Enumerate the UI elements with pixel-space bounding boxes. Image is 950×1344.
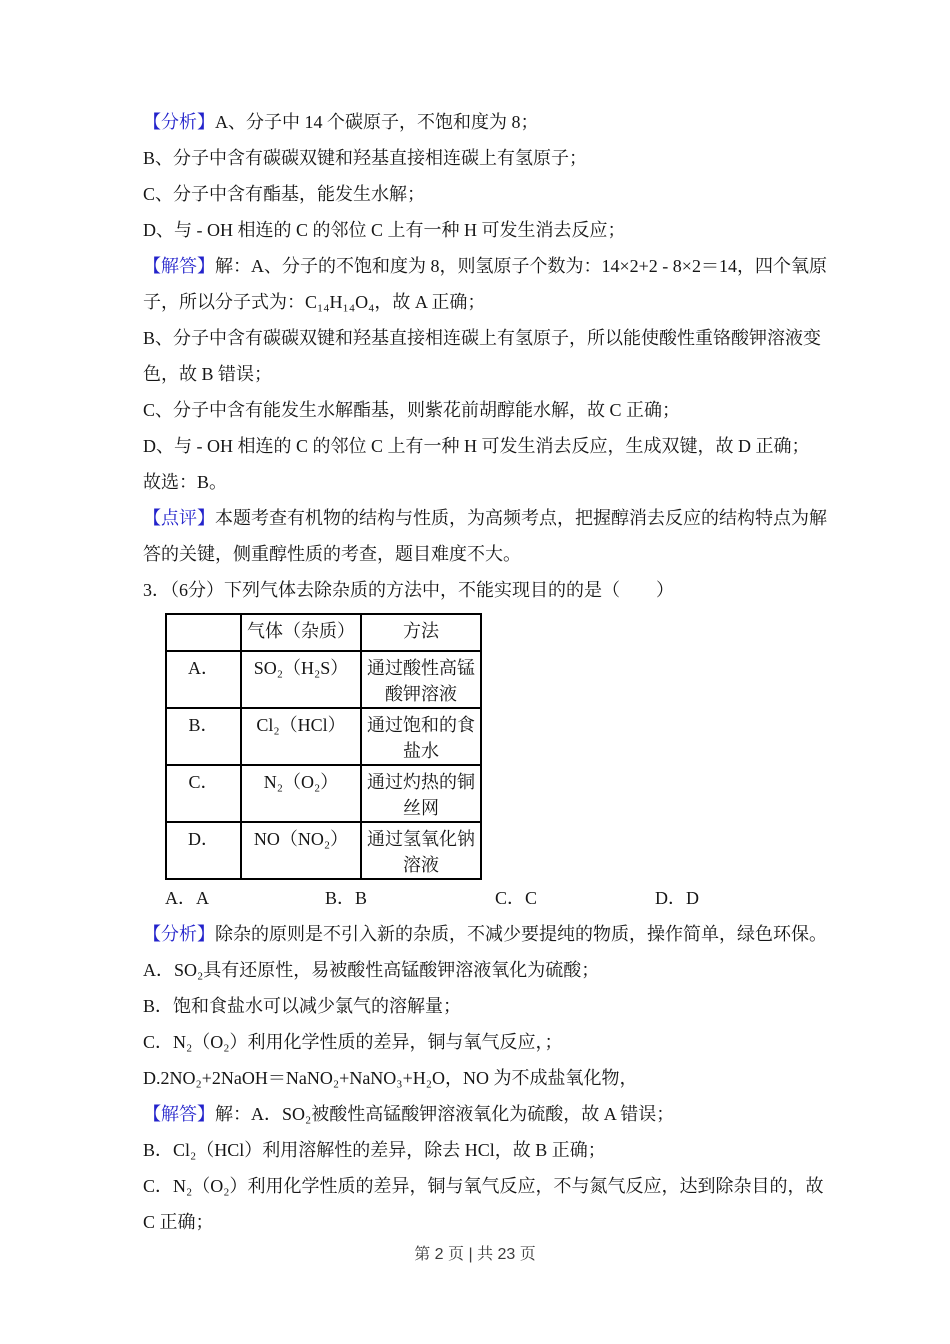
q2-comment-line: [143, 500, 843, 536]
q3-analysis-line: [143, 916, 843, 952]
gas-cell: NO（NO₂）: [241, 822, 361, 879]
q3-analysis-text: A．SO₂具有还原性，易被酸性高锰酸钾溶液氧化为硫酸；: [143, 960, 600, 980]
q3-answer-text: 解：A．SO₂被酸性高锰酸钾溶液氧化为硫酸，故 A 错误；: [215, 1104, 675, 1124]
q3-analysis-text: 除杂的原则是不引入新的杂质，不减少要提纯的物质，操作简单，绿色环保。: [215, 924, 827, 944]
q3-analysis-text: B．饱和食盐水可以减少氯气的溶解量；: [143, 996, 462, 1016]
method-cell: 通过氢氧化钠溶液: [361, 822, 481, 879]
q2-answer-line: [143, 248, 843, 284]
table-row: [166, 651, 481, 708]
q2-answer-text: B、分子中含有碳碳双键和羟基直接相连碳上有氢原子，所以能使酸性重铬酸钾溶液变: [143, 328, 822, 348]
q2-analysis-line: [143, 140, 843, 176]
q2-answer-line: [143, 464, 843, 500]
q3-answer-line: [143, 1204, 843, 1240]
method-cell: 通过饱和的食盐水: [361, 708, 481, 765]
q3-answer-text: B．Cl₂（HCl）利用溶解性的差异，除去 HCl，故 B 正确；: [143, 1140, 606, 1160]
table-row: [166, 822, 481, 879]
choice-a: A．A: [165, 888, 209, 908]
q2-answer-text: D、与 - OH 相连的 C 的邻位 C 上有一种 H 可发生消去反应，生成双键，故 D 正确；: [143, 436, 810, 456]
answer-label: 【解答】: [143, 1104, 215, 1124]
gas-cell: SO₂（H₂S）: [241, 651, 361, 708]
q3-analysis-line: [143, 988, 843, 1024]
gas-cell: N₂（O₂）: [241, 765, 361, 822]
q2-answer-text: 故选：B。: [143, 472, 228, 492]
q2-comment-text: 本题考查有机物的结构与性质，为高频考点，把握醇消去反应的结构特点为解: [215, 508, 827, 528]
choice-c: C．C: [495, 888, 538, 908]
q3-answer-line: [143, 1132, 843, 1168]
q2-answer-line: [143, 392, 843, 428]
header-method-cell: 方法: [361, 614, 481, 651]
analysis-label: 【分析】: [143, 924, 215, 944]
q3-question-number: 3．: [143, 580, 170, 600]
header-gas-cell: 气体（杂质）: [241, 614, 361, 651]
q2-answer-line: [143, 428, 843, 464]
q3-analysis-line: [143, 952, 843, 988]
q2-analysis-text: C、分子中含有酯基，能发生水解；: [143, 184, 426, 204]
option-cell: A．: [166, 651, 241, 708]
q3-purification-table: [165, 613, 482, 880]
q2-answer-line: [143, 320, 843, 356]
q2-answer-text: 色，故 B 错误；: [143, 364, 273, 384]
q2-answer-text: 解：A、分子的不饱和度为 8，则氢原子个数为：14×2+2 - 8×2＝14，四个氧原: [215, 256, 827, 276]
choice-b: B．B: [325, 888, 368, 908]
q3-analysis-text: C．N₂（O₂）利用化学性质的差异，铜与氧气反应，；: [143, 1032, 563, 1052]
page-number-indicator: 第 2 页 | 共 23 页: [414, 1246, 536, 1263]
q3-answer-text: C．N₂（O₂）利用化学性质的差异，铜与氧气反应，不与氮气反应，达到除杂目的，故: [143, 1176, 824, 1196]
page-footer: [0, 1244, 950, 1266]
q2-analysis-line: [143, 104, 843, 140]
q2-analysis-text: D、与 - OH 相连的 C 的邻位 C 上有一种 H 可发生消去反应；: [143, 220, 626, 240]
q2-answer-text: 子，所以分子式为：C₁₄H₁₄O₄，故 A 正确；: [143, 292, 486, 312]
header-option-cell: [166, 614, 241, 651]
option-cell: B．: [166, 708, 241, 765]
option-cell: D．: [166, 822, 241, 879]
content-area: [143, 104, 843, 1240]
table-row: [166, 765, 481, 822]
analysis-label: 【分析】: [143, 112, 215, 132]
q3-analysis-line: [143, 1024, 843, 1060]
method-cell: 通过酸性高锰酸钾溶液: [361, 651, 481, 708]
q3-question-line: [143, 572, 843, 608]
q2-comment-text: 答的关键，侧重醇性质的考查，题目难度不大。: [143, 544, 521, 564]
q2-answer-text: C、分子中含有能发生水解酯基，则紫花前胡醇能水解，故 C 正确；: [143, 400, 681, 420]
q2-answer-line: [143, 284, 843, 320]
table-row: [166, 708, 481, 765]
answer-choices-row: [165, 880, 843, 916]
q3-answer-line: [143, 1168, 843, 1204]
q2-comment-line: [143, 536, 843, 572]
table-header-row: [166, 614, 481, 651]
q2-analysis-text: B、分子中含有碳碳双键和羟基直接相连碳上有氢原子；: [143, 148, 588, 168]
q3-analysis-text: D.2NO₂+2NaOH＝NaNO₂+NaNO₃+H₂O，NO 为不成盐氧化物，: [143, 1068, 638, 1088]
q2-analysis-line: [143, 212, 843, 248]
gas-cell: Cl₂（HCl）: [241, 708, 361, 765]
choice-d: D．D: [655, 888, 699, 908]
q2-analysis-text: A、分子中 14 个碳原子，不饱和度为 8；: [215, 112, 539, 132]
comment-label: 【点评】: [143, 508, 215, 528]
answer-label: 【解答】: [143, 256, 215, 276]
q2-analysis-line: [143, 176, 843, 212]
q3-analysis-line: [143, 1060, 843, 1096]
q3-answer-text: C 正确；: [143, 1212, 214, 1232]
option-cell: C．: [166, 765, 241, 822]
q3-answer-line: [143, 1096, 843, 1132]
method-cell: 通过灼热的铜丝网: [361, 765, 481, 822]
q2-answer-line: [143, 356, 843, 392]
q3-question-stem: （6分）下列气体去除杂质的方法中，不能实现目的的是（ ）: [170, 580, 674, 600]
